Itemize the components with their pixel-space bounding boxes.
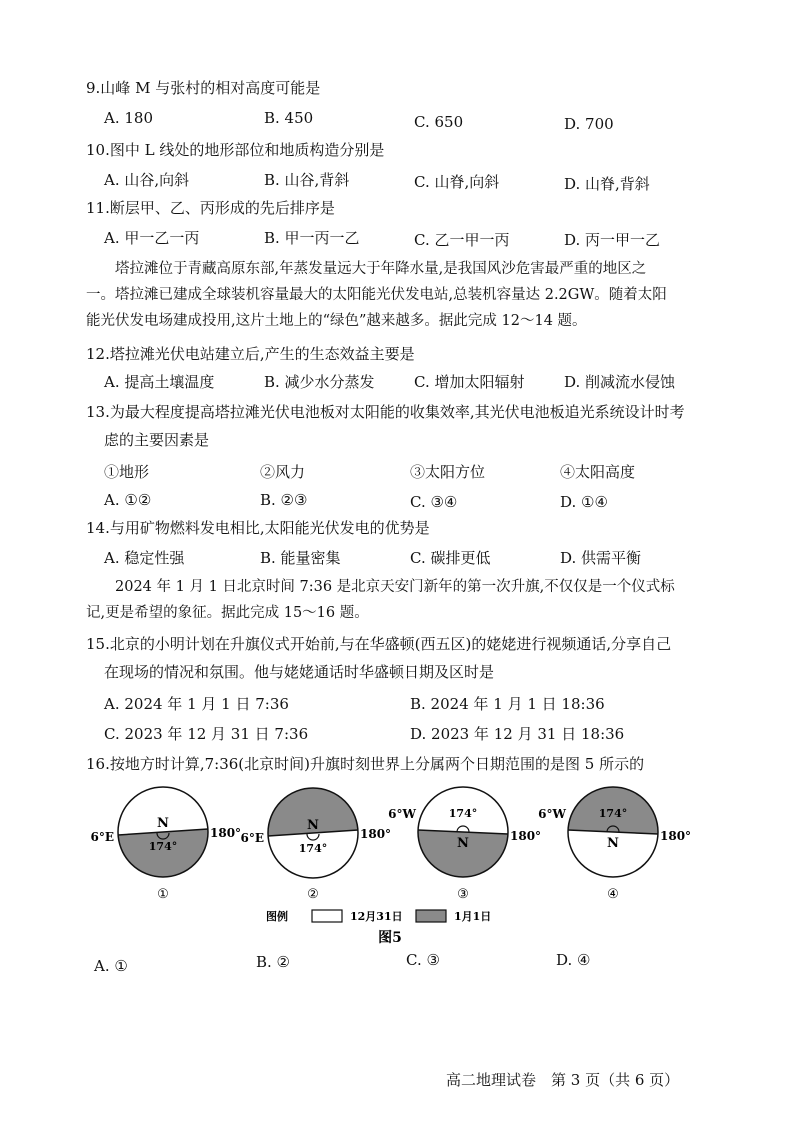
q13-factor-4: ④太阳高度 (560, 463, 636, 481)
q12-option-d: D. 削减流水侵蚀 (564, 373, 676, 391)
diagram-4 (538, 787, 691, 902)
q15-option-c: C. 2023 年 12 月 31 日 7:36 (104, 725, 309, 743)
question-16-stem: 16.按地方时计算,7:36(北京时间)升旗时刻世界上分属两个日期范围的是图 5 所示的 (86, 755, 645, 773)
diagram-1-gray-region (118, 829, 208, 877)
diagram-4-right-label: 180° (660, 829, 692, 843)
diagram-4-number: ④ (607, 887, 619, 902)
diagram-4-angle: 174° (598, 807, 628, 820)
q10-option-c: C. 山脊,向斜 (414, 173, 500, 191)
q13-option-c: C. ③④ (410, 493, 458, 511)
diagram-1-right-label: 180° (210, 826, 242, 840)
q9-option-b: B. 450 (264, 109, 314, 127)
figure-5 (86, 780, 726, 960)
diagram-2 (241, 788, 392, 902)
passage-flag-raising (86, 574, 726, 626)
legend-label-gray: 1月1日 (454, 910, 492, 923)
diagram-4-left-label: 6°W (538, 807, 566, 821)
q9-option-c: C. 650 (414, 113, 464, 131)
diagram-3-pole: N (457, 836, 469, 851)
q13-factor-3: ③太阳方位 (410, 463, 486, 481)
diagram-2-left-label: 6°E (240, 831, 264, 845)
diagram-1-number: ① (157, 887, 169, 902)
question-13-stem-line-1: 13.为最大程度提高塔拉滩光伏电池板对太阳能的收集效率,其光伏电池板追光系统设计时考 (86, 403, 685, 421)
q13-factor-2: ②风力 (260, 463, 306, 481)
diagram-1-angle: 174° (148, 840, 178, 853)
q11-option-a: A. 甲一乙一丙 (104, 229, 200, 247)
question-13-stem-line-2: 虑的主要因素是 (104, 431, 210, 449)
q10-option-a: A. 山谷,向斜 (104, 171, 190, 189)
question-11-stem: 11.断层甲、乙、丙形成的先后排序是 (86, 199, 335, 217)
diagram-2-number: ② (307, 887, 319, 902)
q12-option-a: A. 提高土壤温度 (104, 373, 215, 391)
q10-option-d: D. 山脊,背斜 (564, 175, 650, 193)
page-footer: 高二地理试卷 第 3 页（共 6 页） (446, 1071, 680, 1089)
passage-1-line-1: 塔拉滩位于青藏高原东部,年蒸发量远大于年降水量,是我国风沙危害最严重的地区之 (115, 261, 647, 277)
passage-2-line-1: 2024 年 1 月 1 日北京时间 7:36 是北京天安门新年的第一次升旗,不仅仅是一个仪式标 (115, 579, 675, 595)
diagram-3-right-label: 180° (510, 829, 542, 843)
diagram-1 (91, 787, 242, 902)
q13-option-a: A. ①② (104, 491, 152, 509)
diagram-3 (388, 787, 541, 902)
q16-option-d: D. ④ (556, 951, 591, 969)
q10-option-b: B. 山谷,背斜 (264, 171, 350, 189)
diagram-2-angle-arc (307, 834, 319, 840)
q9-option-a: A. 180 (104, 109, 153, 127)
diagram-1-left-label: 6°E (90, 830, 114, 844)
passage-1-line-2: 一。塔拉滩已建成全球装机容量最大的太阳能光伏发电站,总装机容量达 2.2GW。随着太阳 (86, 287, 667, 303)
q15-option-b: B. 2024 年 1 月 1 日 18:36 (410, 695, 605, 713)
q16-option-b: B. ② (256, 953, 291, 971)
q11-option-d: D. 丙一甲一乙 (564, 231, 661, 249)
q15-option-a: A. 2024 年 1 月 1 日 7:36 (104, 695, 289, 713)
diagram-3-angle: 174° (448, 807, 478, 820)
q11-option-b: B. 甲一丙一乙 (264, 229, 360, 247)
question-14-stem: 14.与用矿物燃料发电相比,太阳能光伏发电的优势是 (86, 519, 430, 537)
q14-option-b: B. 能量密集 (260, 549, 341, 567)
q9-option-d: D. 700 (564, 115, 614, 133)
question-9-stem: 9.山峰 M 与张村的相对高度可能是 (86, 79, 321, 97)
q11-option-c: C. 乙一甲一丙 (414, 231, 510, 249)
legend-swatch-gray (416, 910, 446, 922)
passage-1-line-3: 能光伏发电场建成投用,这片土地上的“绿色”越来越多。据此完成 12～14 题。 (86, 313, 587, 329)
q14-option-d: D. 供需平衡 (560, 549, 642, 567)
passage-2-line-2: 记,更是希望的象征。据此完成 15～16 题。 (86, 605, 369, 621)
figure-legend (266, 909, 491, 923)
diagram-3-left-label: 6°W (388, 807, 416, 821)
diagram-2-pole: N (307, 818, 319, 833)
q16-option-c: C. ③ (406, 951, 440, 969)
legend-label-white: 12月31日 (350, 910, 403, 923)
q14-option-c: C. 碳排更低 (410, 549, 491, 567)
diagram-1-pole: N (157, 816, 169, 831)
q13-option-b: B. ②③ (260, 491, 308, 509)
q15-option-d: D. 2023 年 12 月 31 日 18:36 (410, 725, 625, 743)
diagram-3-number: ③ (457, 887, 469, 902)
legend-title: 图例 (266, 910, 288, 923)
question-15-stem-line-1: 15.北京的小明计划在升旗仪式开始前,与在华盛顿(西五区)的姥姥进行视频通话,分享自己 (86, 635, 672, 653)
figure-caption: 图5 (378, 930, 402, 946)
figure-5-svg (86, 780, 726, 960)
q16-option-a: A. ① (94, 957, 128, 975)
q14-option-a: A. 稳定性强 (104, 549, 185, 567)
q12-option-c: C. 增加太阳辐射 (414, 373, 525, 391)
question-15-stem-line-2: 在现场的情况和氛围。他与姥姥通话时华盛顿日期及区时是 (104, 663, 495, 681)
q12-option-b: B. 减少水分蒸发 (264, 373, 375, 391)
legend-swatch-white (312, 910, 342, 922)
q13-factor-1: ①地形 (104, 463, 150, 481)
q13-option-d: D. ①④ (560, 493, 608, 511)
diagram-4-pole: N (607, 836, 619, 851)
question-10-stem: 10.图中 L 线处的地形部位和地质构造分别是 (86, 141, 385, 159)
diagram-2-angle: 174° (298, 842, 328, 855)
question-12-stem: 12.塔拉滩光伏电站建立后,产生的生态效益主要是 (86, 345, 415, 363)
passage-tarabeach (86, 256, 726, 334)
diagram-2-right-label: 180° (360, 827, 392, 841)
